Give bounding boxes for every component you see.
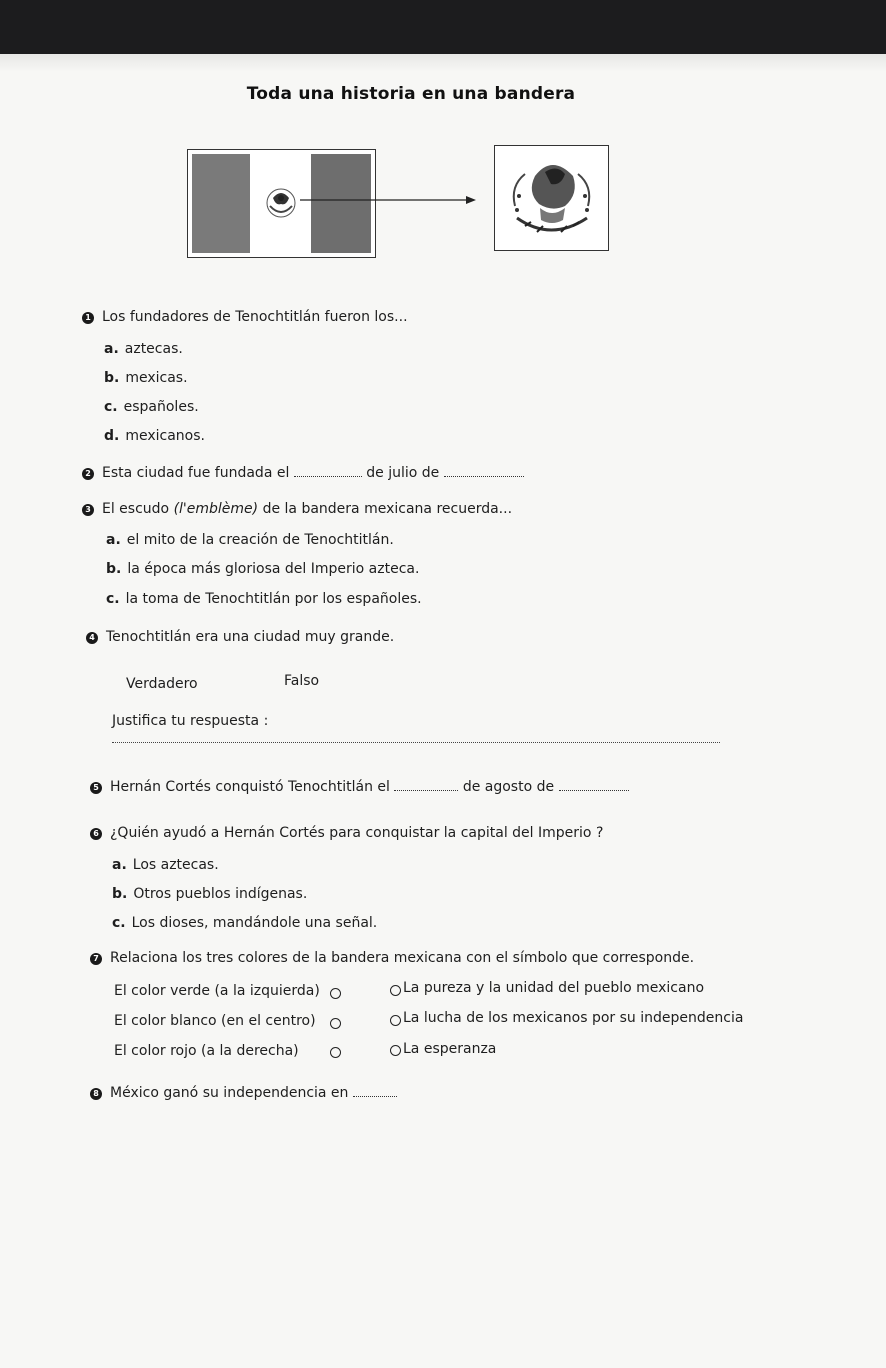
- question-text-italic: (l'emblème): [173, 501, 259, 517]
- question-4: [86, 629, 394, 645]
- number-badge: 4: [86, 632, 98, 644]
- match-right-3: La esperanza: [403, 1041, 497, 1057]
- q6-option-a[interactable]: [112, 857, 219, 873]
- option-letter: a.: [112, 857, 127, 873]
- number-badge: 3: [82, 504, 94, 516]
- question-text: México ganó su independencia en: [110, 1085, 349, 1101]
- year-blank[interactable]: [559, 780, 629, 791]
- question-text: Relaciona los tres colores de la bandera mexicana con el símbolo que corresponde.: [110, 950, 695, 966]
- eagle-emblem-icon: [495, 146, 608, 250]
- question-text: Hernán Cortés conquistó Tenochtitlán el: [110, 779, 390, 795]
- year-blank[interactable]: [444, 466, 524, 477]
- day-blank[interactable]: [294, 466, 362, 477]
- option-letter: b.: [104, 370, 120, 386]
- match-right-1: La pureza y la unidad del pueblo mexicano: [403, 980, 705, 996]
- q6-option-c[interactable]: [112, 915, 377, 931]
- q3-option-a[interactable]: [106, 532, 394, 548]
- number-badge: 5: [90, 782, 102, 794]
- q1-option-b[interactable]: [104, 370, 188, 386]
- option-text: aztecas.: [124, 341, 183, 357]
- number-badge: 1: [82, 312, 94, 324]
- question-text-middle: de julio de: [366, 465, 440, 481]
- question-8: [90, 1085, 397, 1101]
- q6-option-b[interactable]: [112, 886, 307, 902]
- number-badge: 7: [90, 953, 102, 965]
- option-letter: c.: [104, 399, 118, 415]
- match-right-3-dot[interactable]: [390, 1045, 401, 1056]
- match-left-text: El color verde (a la izquierda): [114, 983, 320, 999]
- question-text-end: de la bandera mexicana recuerda...: [258, 501, 513, 517]
- option-text: mexicas.: [125, 370, 188, 386]
- question-3: [82, 501, 512, 517]
- question-7: [90, 950, 694, 966]
- question-5: [90, 779, 629, 795]
- option-text: Otros pueblos indígenas.: [133, 886, 308, 902]
- option-text: la época más gloriosa del Imperio azteca.: [127, 561, 420, 577]
- question-text: Los fundadores de Tenochtitlán fueron los...: [102, 309, 408, 325]
- question-text: Esta ciudad fue fundada el: [102, 465, 290, 481]
- question-text-middle: de agosto de: [462, 779, 555, 795]
- true-option[interactable]: Verdadero: [126, 676, 198, 692]
- match-left-1-dot[interactable]: [330, 988, 341, 999]
- option-letter: d.: [104, 428, 120, 444]
- match-left-1: [114, 983, 320, 999]
- option-text: españoles.: [123, 399, 199, 415]
- false-option[interactable]: Falso: [284, 673, 320, 689]
- match-left-text: El color blanco (en el centro): [114, 1013, 316, 1029]
- q3-option-b[interactable]: [106, 561, 419, 577]
- top-bar: [0, 0, 886, 54]
- paper-edge: [0, 54, 886, 72]
- q3-option-c[interactable]: [106, 591, 422, 607]
- option-letter: b.: [106, 561, 122, 577]
- number-badge: 8: [90, 1088, 102, 1100]
- q1-option-a[interactable]: [104, 341, 183, 357]
- question-text: ¿Quién ayudó a Hernán Cortés para conquistar la capital del Imperio ?: [110, 825, 604, 841]
- question-6: [90, 825, 603, 841]
- q1-option-d[interactable]: [104, 428, 205, 444]
- match-left-2: [114, 1013, 316, 1029]
- number-badge: 6: [90, 828, 102, 840]
- arrow-icon: [300, 193, 480, 207]
- option-text: mexicanos.: [125, 428, 205, 444]
- match-left-2-dot[interactable]: [330, 1018, 341, 1029]
- option-letter: a.: [104, 341, 119, 357]
- option-text: el mito de la creación de Tenochtitlán.: [126, 532, 394, 548]
- match-left-3-dot[interactable]: [330, 1047, 341, 1058]
- match-right-1-dot[interactable]: [390, 985, 401, 996]
- match-right-2-dot[interactable]: [390, 1015, 401, 1026]
- option-text: la toma de Tenochtitlán por los españoles.: [125, 591, 422, 607]
- match-left-text: El color rojo (a la derecha): [114, 1043, 299, 1059]
- option-letter: a.: [106, 532, 121, 548]
- justify-answer-line[interactable]: [112, 742, 720, 743]
- justify-label: Justifica tu respuesta :: [112, 713, 269, 729]
- number-badge: 2: [82, 468, 94, 480]
- question-text: El escudo: [102, 501, 174, 517]
- page-title: Toda una historia en una bandera: [246, 84, 576, 104]
- question-1: [82, 309, 408, 325]
- independence-year-blank[interactable]: [353, 1086, 397, 1097]
- flag-green-stripe: [192, 154, 250, 253]
- option-letter: c.: [106, 591, 120, 607]
- match-left-3: [114, 1043, 299, 1059]
- option-text: Los aztecas.: [132, 857, 219, 873]
- day-blank[interactable]: [394, 780, 458, 791]
- match-right-2: La lucha de los mexicanos por su independencia: [403, 1010, 744, 1026]
- question-2: [82, 465, 524, 481]
- option-letter: b.: [112, 886, 128, 902]
- question-text: Tenochtitlán era una ciudad muy grande.: [106, 629, 395, 645]
- option-text: Los dioses, mandándole una señal.: [131, 915, 378, 931]
- emblem-image: [494, 145, 609, 251]
- option-letter: c.: [112, 915, 126, 931]
- q1-option-c[interactable]: [104, 399, 199, 415]
